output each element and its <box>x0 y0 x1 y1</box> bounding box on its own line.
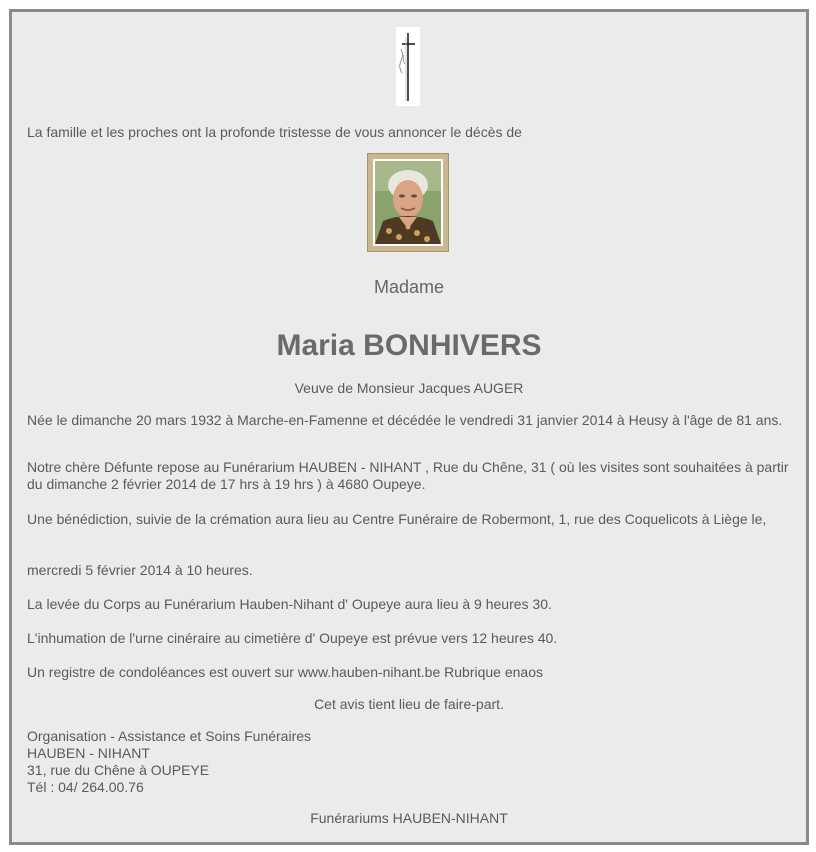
blessing-text: Une bénédiction, suivie de la crémation aura lieu au Centre Funéraire de Robermont, 1, rue des Coquelicots à Liège le, <box>27 511 767 527</box>
portrait-photo <box>367 153 449 252</box>
inhumation-text: L'inhumation de l'urne cinéraire au cimetière d' Oupeye est prévue vers 12 heures 40. <box>27 630 558 646</box>
ceremony-date: mercredi 5 février 2014 à 10 heures. <box>27 562 253 578</box>
intro-text: La famille et les proches ont la profonde tristesse de vous annoncer le décès de <box>27 124 522 140</box>
notice-text: Cet avis tient lieu de faire-part. <box>314 696 504 712</box>
spouse-line: Veuve de Monsieur Jacques AUGER <box>294 380 524 396</box>
honorific: Madame <box>373 277 445 297</box>
deceased-name: Maria BONHIVERS <box>276 329 542 362</box>
cross-icon <box>396 27 420 106</box>
organisation-block <box>27 728 797 796</box>
birth-death-text: Née le dimanche 20 mars 1932 à Marche-en-Famenne et décédée le vendredi 31 janvier 2014 à Heusy à l'âge de 81 ans. <box>27 412 783 428</box>
organisation-line-3: 31, rue du Chêne à OUPEYE <box>27 762 210 778</box>
registry-text: Un registre de condoléances est ouvert sur www.hauben-nihant.be Rubrique enaos <box>27 664 543 680</box>
organisation-line-2: HAUBEN - NIHANT <box>27 745 150 761</box>
rest-text: Notre chère Défunte repose au Funérarium HAUBEN - NIHANT , Rue du Chêne, 31 ( où les visites sont souhaitées à partir du dimanche 2 février 2014 de 17 hrs à 19 hrs ) à 4680 Oupeye. <box>27 459 789 492</box>
organisation-line-1: Organisation - Assistance et Soins Funéraires <box>27 728 312 744</box>
obituary-content <box>12 12 806 842</box>
procession-text: La levée du Corps au Funérarium Hauben-Nihant d' Oupeye aura lieu à 9 heures 30. <box>27 596 552 612</box>
organisation-phone: Tél : 04/ 264.00.76 <box>27 779 144 795</box>
footer-text: Funérariums HAUBEN-NIHANT <box>310 810 508 826</box>
obituary-frame <box>9 9 809 845</box>
